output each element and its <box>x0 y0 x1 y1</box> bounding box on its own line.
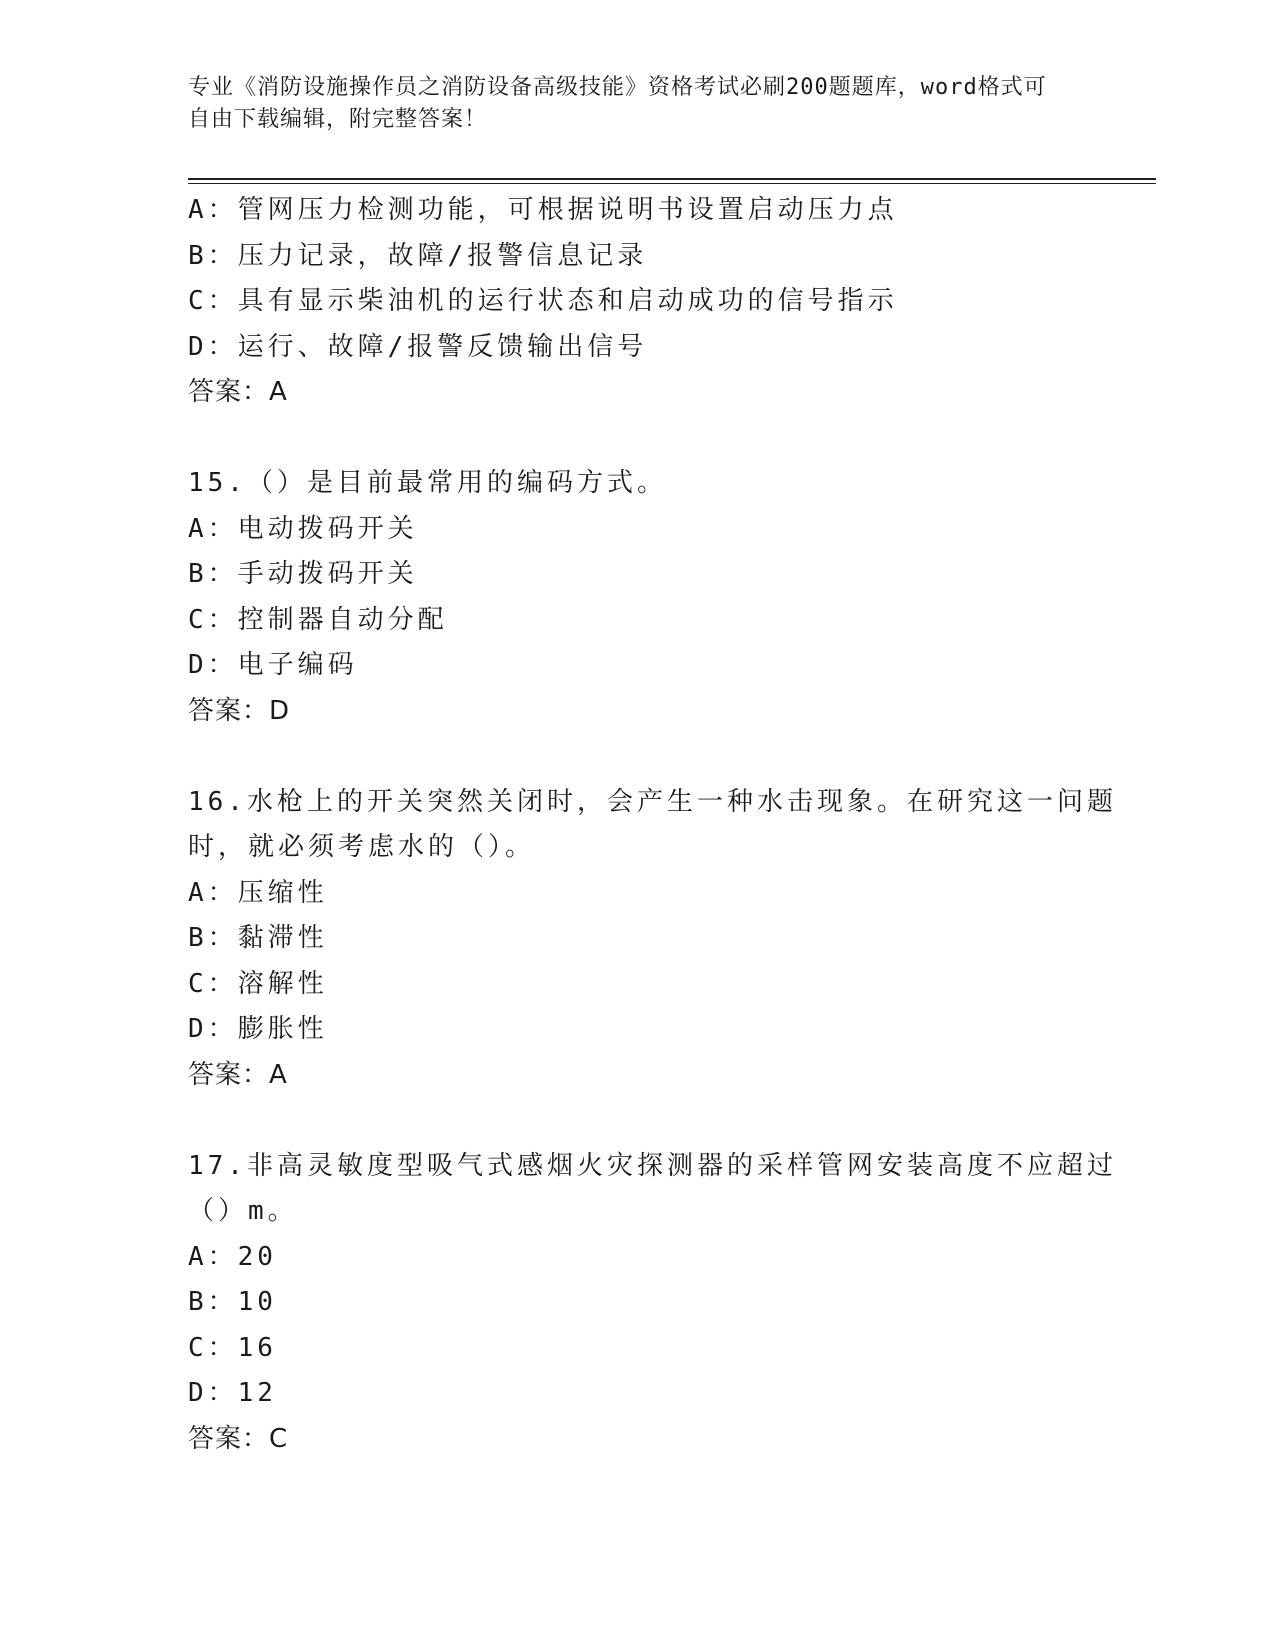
answer: 答案：A <box>188 1059 288 1090</box>
question-16 <box>188 780 1117 1099</box>
option-d: D：电子编码 <box>188 650 358 680</box>
question-text-line-1: 17.非高灵敏度型吸气式感烟火灾探测器的采样管网安装高度不应超过 <box>188 1150 1117 1181</box>
document-header: 专业《消防设施操作员之消防设备高级技能》资格考试必刷200题题库，word格式可自由下载编辑，附完整答案！ <box>188 75 1047 132</box>
option-d: D：运行、故障/报警反馈输出信号 <box>188 331 648 362</box>
option-c: C：具有显示柴油机的运行状态和启动成功的信号指示 <box>188 286 898 316</box>
answer: 答案：C <box>188 1423 289 1454</box>
option-d: D：膨胀性 <box>188 1014 328 1044</box>
question-14 <box>188 188 1088 416</box>
answer: 答案：A <box>188 377 288 407</box>
question-text-line-2: 时，就必须考虑水的（）。 <box>188 832 536 862</box>
question-15 <box>188 461 1088 734</box>
option-c: C：16 <box>188 1332 277 1363</box>
option-b: B：10 <box>188 1287 277 1317</box>
option-a: A：压缩性 <box>188 877 328 908</box>
spacer <box>188 1098 1088 1144</box>
option-b: B：手动拨码开关 <box>188 559 418 589</box>
question-list <box>188 188 1117 1462</box>
answer: 答案：D <box>188 695 291 726</box>
question-text-line-1: 16.水枪上的开关突然关闭时，会产生一种水击现象。在研究这一问题 <box>188 786 1117 817</box>
spacer <box>188 416 1088 462</box>
option-c: C：控制器自动分配 <box>188 604 448 635</box>
option-b: B：压力记录，故障/报警信息记录 <box>188 240 648 271</box>
option-d: D：12 <box>188 1378 277 1408</box>
question-17 <box>188 1144 1117 1463</box>
header-divider-thin <box>188 183 1156 184</box>
option-b: B：黏滞性 <box>188 923 328 953</box>
option-a: A：电动拨码开关 <box>188 513 418 544</box>
spacer <box>188 734 1088 780</box>
question-text: 15.（）是目前最常用的编码方式。 <box>188 468 667 498</box>
option-a: A：管网压力检测功能，可根据说明书设置启动压力点 <box>188 195 898 225</box>
option-a: A：20 <box>188 1241 277 1272</box>
question-text-line-2: （）m。 <box>188 1196 298 1226</box>
header-divider <box>188 178 1156 180</box>
option-c: C：溶解性 <box>188 968 328 999</box>
